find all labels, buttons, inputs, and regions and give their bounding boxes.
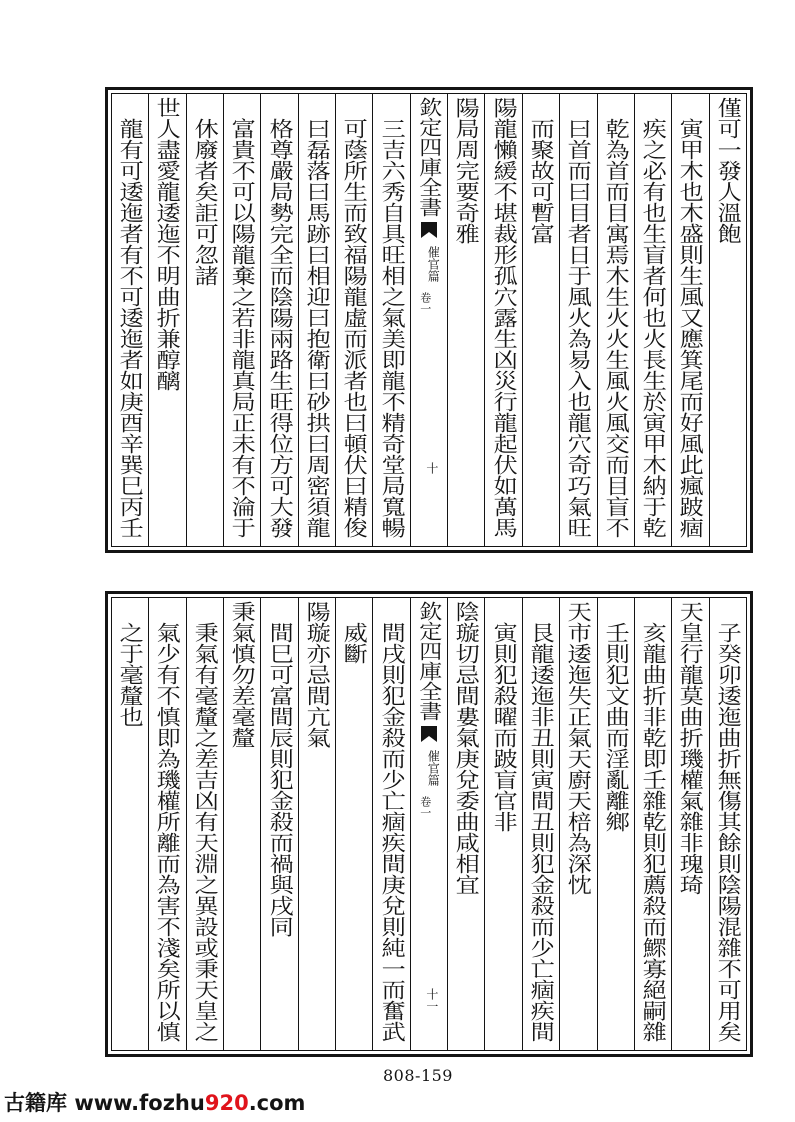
text-column [260, 94, 297, 546]
column-text: 疾之必有也生盲者何也火長生於寅甲木納于乾 [639, 118, 668, 538]
column-text: 曰首而曰目者日于風火為易入也龍穴奇巧氣旺 [565, 118, 593, 538]
text-column [186, 94, 223, 546]
text-column [634, 94, 671, 546]
fish-tail-mark-icon [421, 726, 437, 742]
text-column [484, 598, 521, 1050]
column-text: 天皇行龍莫曲折璣權氣雜非瑰琦 [677, 601, 705, 895]
watermark-url-suffix: .com [248, 1091, 306, 1115]
text-column [447, 94, 484, 546]
text-column [223, 598, 260, 1050]
column-text: 乾為首而目寓焉木生火火生風火風交而目盲不 [602, 118, 631, 538]
column-text: 間巳可富間辰則犯金殺而禍與戌同 [266, 622, 294, 937]
leaf-number: 十 [424, 462, 439, 474]
text-column [447, 598, 484, 1050]
volume-label: 卷一 [418, 292, 432, 314]
watermark-url [74, 1091, 305, 1115]
text-column [186, 598, 223, 1050]
column-text: 三吉六秀自具旺相之氣美即龍不精奇堂局寬暢 [378, 118, 406, 538]
column-text: 間戌則犯金殺而少亡痼疾間庚兌則純一而奮武 [378, 622, 406, 1042]
column-text: 格尊嚴局勢完全而陰陽兩路生旺得位方可大發 [266, 118, 294, 538]
text-column [372, 94, 409, 546]
column-text: 威斷 [340, 622, 369, 664]
watermark-url-number: 920 [204, 1091, 249, 1115]
column-text: 寅甲木也木盛則生風又應箕尾而好風此瘋跛痼 [677, 118, 705, 538]
section-title: 催官篇 [426, 750, 441, 786]
watermark-site-name: 古籍库 [4, 1091, 67, 1115]
text-column [298, 94, 335, 546]
section-title: 催官篇 [426, 246, 441, 282]
column-text: 壬則犯文曲而淫亂離鄉 [602, 622, 631, 832]
column-text: 休廢者矣詎可忽諸 [191, 118, 220, 286]
bottom-page-frame [105, 591, 753, 1057]
column-text: 陽龍懶緩不堪裁形孤穴露生凶災行龍起伏如萬馬 [490, 97, 519, 538]
top-column-grid [111, 93, 747, 547]
collection-title: 欽定四庫全書 [415, 97, 443, 217]
column-text: 陽璇亦忌間亢氣 [303, 601, 332, 748]
column-text: 艮龍逶迤非丑則寅間丑則犯金殺而少亡痼疾間 [527, 622, 556, 1042]
text-column [522, 598, 559, 1050]
column-text: 陰璇切忌間婁氣庚兌委曲咸相宜 [453, 601, 481, 895]
text-column [335, 94, 372, 546]
text-column [223, 94, 260, 546]
text-column [709, 598, 746, 1050]
column-text: 陽局周完要奇雅 [453, 97, 481, 244]
text-column [112, 598, 148, 1050]
text-column [559, 598, 596, 1050]
text-column [298, 598, 335, 1050]
collection-title: 欽定四庫全書 [415, 601, 443, 721]
text-column [634, 598, 671, 1050]
leaf-number: 十一 [424, 988, 439, 1012]
fold-header-column [410, 598, 447, 1050]
column-text: 秉氣慎勿差毫釐 [228, 601, 257, 748]
column-text: 可蔭所生而致福陽龍虛而派者也曰頓伏曰精俊 [340, 118, 369, 538]
page-number: 808-159 [383, 1066, 453, 1085]
column-text: 曰磊落曰馬跡曰相迎曰抱衛曰砂拱曰周密須龍 [303, 118, 332, 538]
fish-tail-mark-icon [421, 222, 437, 238]
column-text: 世人盡愛龍逶迤不明曲折兼醇醨 [154, 97, 182, 391]
column-text: 亥龍曲折非乾即壬雜乾則犯薦殺而鰥寡絕嗣雜 [639, 622, 668, 1042]
text-column [671, 598, 708, 1050]
column-text: 氣少有不慎即為璣權所離而為害不淺矣所以慎 [154, 622, 182, 1042]
text-column [148, 598, 185, 1050]
text-column [484, 94, 521, 546]
column-text: 龍有可逶迤者有不可逶迤者如庚酉辛巽巳丙壬 [116, 118, 145, 538]
text-column [372, 598, 409, 1050]
text-column [522, 94, 559, 546]
column-text: 僅可一發人溫飽 [714, 97, 743, 244]
column-text: 而聚故可暫富 [527, 118, 556, 244]
text-column [597, 598, 634, 1050]
column-text: 秉氣有毫釐之差吉凶有天淵之異設或秉天皇之 [191, 622, 220, 1042]
watermark [4, 1087, 305, 1117]
column-text: 之于毫釐也 [116, 622, 145, 727]
text-column [260, 598, 297, 1050]
text-column [335, 598, 372, 1050]
text-column [671, 94, 708, 546]
text-column [112, 94, 148, 546]
bottom-column-grid [111, 597, 747, 1051]
fold-header-column [410, 94, 447, 546]
text-column [148, 94, 185, 546]
text-column [559, 94, 596, 546]
text-column [709, 94, 746, 546]
watermark-url-prefix: www.fozhu [74, 1091, 205, 1115]
column-text: 子癸卯逶迤曲折無傷其餘則陰陽混雜不可用矣 [714, 622, 743, 1042]
text-column [597, 94, 634, 546]
column-text: 富貴不可以陽龍棄之若非龍真局正未有不淪于 [228, 118, 257, 538]
column-text: 天市逶迤失正氣天廚天棓為深忱 [565, 601, 593, 895]
volume-label: 卷一 [418, 796, 432, 818]
top-page-frame [105, 87, 753, 553]
column-text: 寅則犯殺曜而跛盲官非 [490, 622, 519, 832]
